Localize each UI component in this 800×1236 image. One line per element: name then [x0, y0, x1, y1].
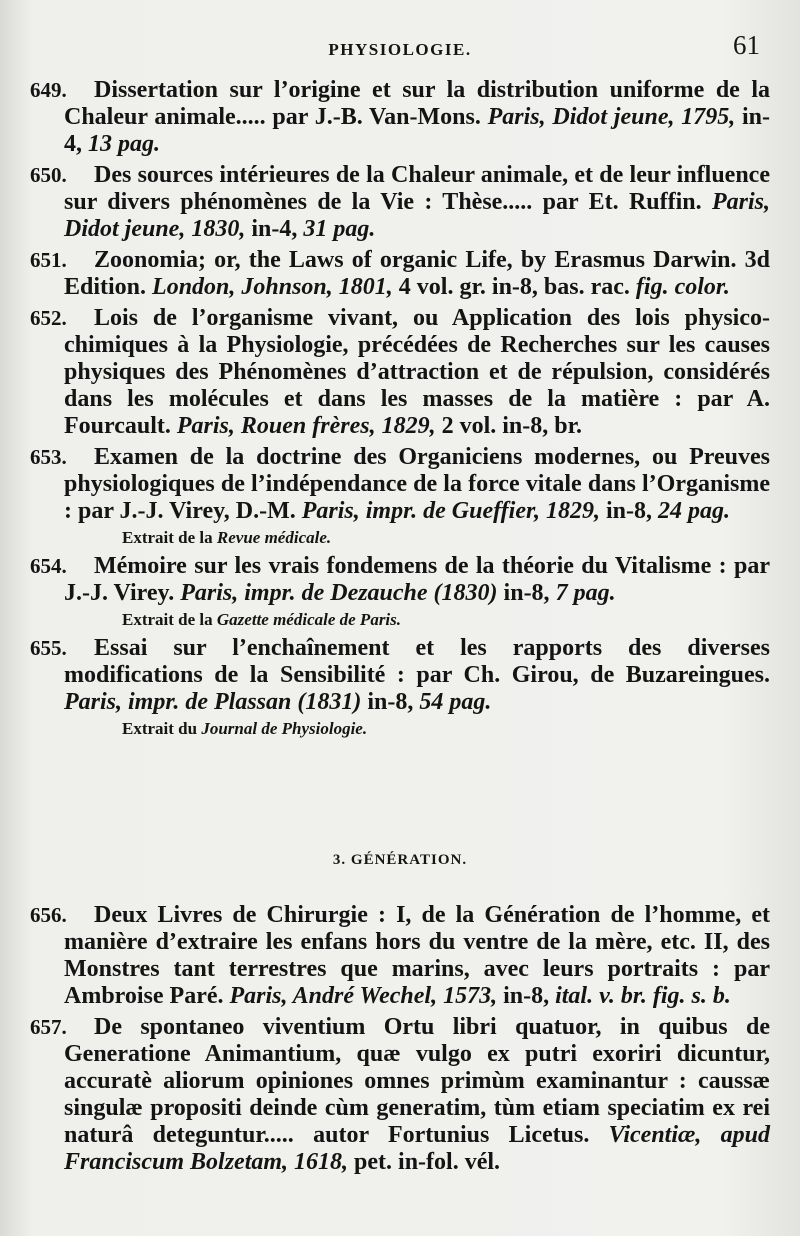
extract-prefix: Extrait de la	[122, 610, 217, 629]
entry-653	[30, 444, 770, 525]
entry-publisher: Paris, André Wechel, 1573,	[229, 983, 498, 1009]
entry-publisher: Vicentiæ, apud Franciscum Bolzetam, 1618,	[64, 1122, 770, 1175]
extract-note	[30, 527, 770, 549]
extract-note	[30, 718, 770, 740]
entry-pages: 13 pag.	[88, 131, 160, 157]
entry-format: 2 vol. in-8, br.	[435, 413, 583, 439]
running-title: PHYSIOLOGIE.	[328, 40, 472, 59]
entry-text: Lois de l’organisme vivant, ou Application des lois physico-chimiques à la Physiologie, précédées de Recherches sur les causes physiques des Phénomènes d’attraction et de répulsion, considérés dans les molécules et dans les masses de la matière : par A. Fourcault.	[64, 305, 770, 439]
entry-publisher: Paris, Didot jeune, 1830,	[64, 189, 770, 242]
entry-pages: 7 pag.	[555, 580, 616, 606]
entry-number: 649.	[30, 78, 67, 102]
entry-number: 650.	[30, 163, 67, 187]
section-title: 3. GÉNÉRATION.	[332, 852, 468, 868]
entry-pages: 31 pag.	[303, 216, 376, 242]
entry-text: Deux Livres de Chirurgie : I, de la Génération de l’homme, et manière d’extraire les enfans hors du ventre de la mère, etc. II, des Monstres tant terrestres que marins, avec leurs portraits : par Ambroise Paré.	[64, 902, 770, 1009]
entry-number: 657.	[30, 1015, 67, 1039]
entries-top	[30, 77, 770, 744]
entry-publisher: Paris, impr. de Gueffier, 1829,	[301, 498, 600, 524]
extract-source: Gazette médicale de Paris.	[216, 610, 402, 629]
entry-pages: fig. color.	[635, 274, 730, 300]
entry-text: Essai sur l’enchaînement et les rapports des diverses modifications de la Sensibilité : par Ch. Girou, de Buzareingues.	[64, 635, 770, 688]
entry-text: Dissertation sur l’origine et sur la distribution uniforme de la Chaleur animale..... par J.-B. Van-Mons.	[64, 77, 770, 130]
entries-bottom	[30, 902, 770, 1180]
extract-prefix: Extrait du	[122, 719, 202, 738]
entry-format: in-8,	[361, 689, 420, 715]
entry-format: in-8,	[599, 498, 658, 524]
entry-format: in-8,	[497, 580, 556, 606]
entry-publisher: Paris, impr. de Dezauche (1830)	[180, 580, 498, 606]
entry-pages: ital. v. br. fig. s. b.	[555, 983, 731, 1009]
entry-text: Des sources intérieures de la Chaleur animale, et de leur influence sur divers phénomènes de la Vie : Thèse..... par Et. Ruffin.	[64, 162, 770, 215]
entry-text: Examen de la doctrine des Organiciens modernes, ou Preuves physiologiques de l’indépendance de la force vitale dans l’Organisme : par J.-J. Virey, D.-M.	[64, 444, 770, 524]
entry-pages: 54 pag.	[419, 689, 492, 715]
entry-651	[30, 247, 770, 301]
entry-number: 653.	[30, 445, 67, 469]
entry-number: 656.	[30, 903, 67, 927]
entry-649	[30, 77, 770, 158]
entry-format: pet. in-fol. vél.	[348, 1149, 501, 1175]
entry-format: in-8,	[497, 983, 556, 1009]
entry-format: in-4,	[64, 104, 770, 157]
entry-pages: 24 pag.	[658, 498, 730, 524]
entry-number: 654.	[30, 554, 67, 578]
entry-publisher: Paris, impr. de Plassan (1831)	[64, 689, 362, 715]
entry-number: 655.	[30, 636, 67, 660]
entry-655	[30, 635, 770, 716]
extract-note	[30, 609, 770, 631]
entry-format: 4 vol. gr. in-8, bas. rac.	[392, 274, 636, 300]
entry-652	[30, 305, 770, 440]
entry-number: 652.	[30, 306, 67, 330]
entry-publisher: Paris, Rouen frères, 1829,	[176, 413, 436, 439]
entry-656	[30, 902, 770, 1010]
entry-text: De spontaneo viventium Ortu libri quatuor, in quibus de Generatione Animantium, quæ vulgo ex putri exoriri dicuntur, accuratè aliorum opiniones omnes primùm examinantur : caussæ singulæ propositi deinde cùm generatim, tùm etiam speciatim ex rei naturâ deteguntur..... autor Fortunius Licetus.	[64, 1014, 770, 1148]
entry-publisher: Paris, Didot jeune, 1795,	[487, 104, 736, 130]
entry-text: Zoonomia; or, the Laws of organic Life, by Erasmus Darwin. 3d Edition.	[64, 247, 770, 300]
entry-number: 651.	[30, 248, 67, 272]
entry-text: Mémoire sur les vrais fondemens de la théorie du Vitalisme : par J.-J. Virey.	[64, 553, 770, 606]
extract-source: Journal de Physiologie.	[201, 719, 368, 738]
extract-prefix: Extrait de la	[122, 528, 217, 547]
entry-650	[30, 162, 770, 243]
entry-654	[30, 553, 770, 607]
entry-publisher: London, Johnson, 1801,	[152, 274, 393, 300]
entry-format: in-4,	[245, 216, 304, 242]
page-number: 61	[733, 30, 760, 60]
extract-source: Revue médicale.	[216, 528, 332, 547]
entry-657	[30, 1014, 770, 1176]
